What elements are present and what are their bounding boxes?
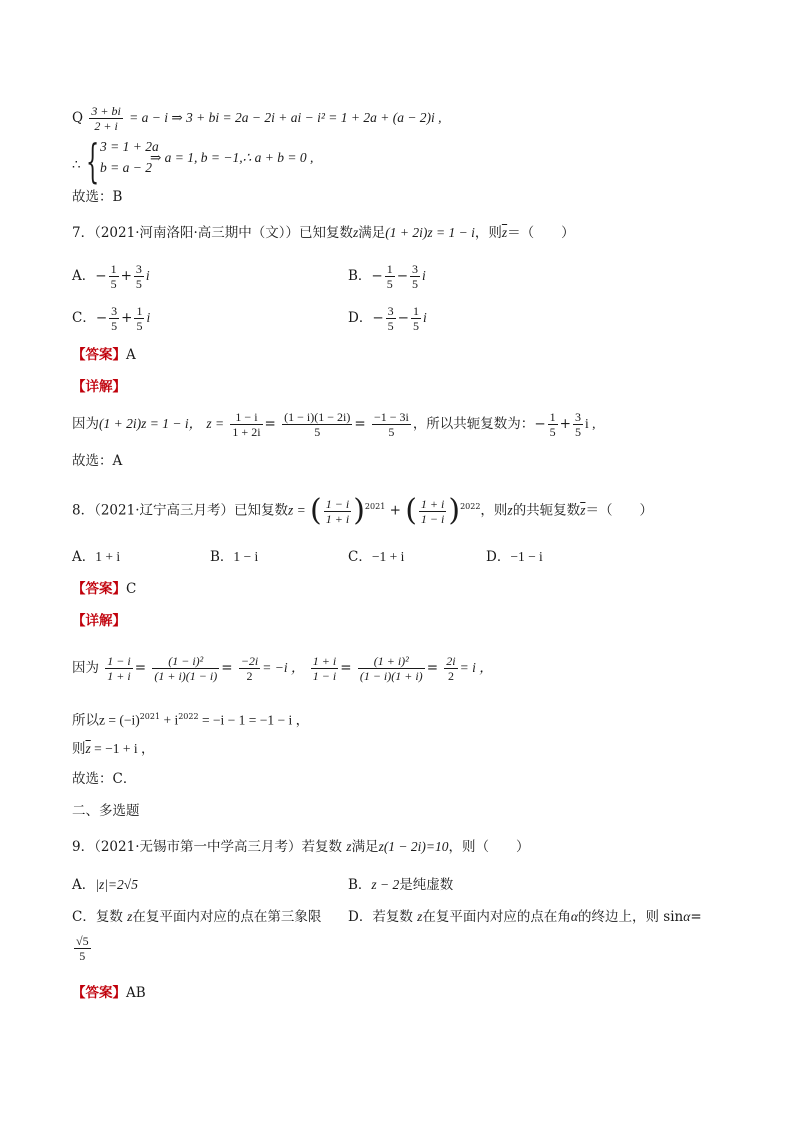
because-symbol: Q bbox=[72, 110, 84, 126]
system-result: ⇒ a = 1, b = −1,∴ a + b = 0 , bbox=[150, 150, 314, 165]
q7-answer bbox=[72, 346, 136, 364]
q7-detail-line: 因为(1 + 2i)z = 1 − i， z = $\frac{1 - i}{1 + 2i}$ = $\frac{(1 - i)(1 - 2i)}{5}$ = $\frac{-1 - 3i}{5}$ ，所以共轭复数为：− $\frac{1}{5}$ + $\frac{3}{5}$ i , bbox=[72, 410, 596, 439]
conjugate-z: $\overline{z}$ bbox=[85, 741, 91, 756]
q9-option-d-value: $\frac{√5}{5}$ bbox=[76, 934, 89, 963]
q7-option-b: B．− $\frac{1}{5}$ − $\frac{3}{5}$ i bbox=[348, 262, 426, 291]
answer-value: AB bbox=[126, 985, 146, 1001]
q7-equation: (1 + 2i)z = 1 − i bbox=[385, 225, 475, 240]
q8-option-c: C．−1 + i bbox=[348, 549, 405, 565]
section-heading: 二、多选题 bbox=[72, 803, 140, 819]
q8-stem: 8．（2021·辽宁高三月考）已知复数z = ( $\frac{1 - i}{1 + i}$ )$^{2021}$ + ( $\frac{1 + i}{1 - i}$ )$^{2022}$，则z的共轭复数$\overline{z}=$（ ） bbox=[72, 493, 653, 528]
prev-equation: = a − i ⇒ 3 + bi = 2a − 2i + ai − i² = 1 + 2a + (a − 2)i , bbox=[129, 110, 442, 125]
q7-option-a: A．− $\frac{1}{5}$ + $\frac{3}{5}$ i bbox=[72, 262, 150, 291]
answer-tag: 【答案】 bbox=[72, 581, 126, 597]
q7-detail-tag: 【详解】 bbox=[72, 379, 126, 395]
q8-choose: 故选：C． bbox=[72, 771, 137, 787]
q9-option-b: B．z − 2是纯虚数 bbox=[348, 877, 454, 893]
q8-detail-line-3: 则$\overline{z} = -1 + i$ ， bbox=[72, 741, 155, 757]
answer-tag: 【答案】 bbox=[72, 985, 126, 1001]
answer-value: C bbox=[126, 581, 137, 597]
system-row-2: b = a − 2 bbox=[100, 160, 152, 175]
system-brace: { bbox=[86, 134, 100, 188]
conjugate-z: $\overline{z}$ bbox=[501, 225, 508, 240]
prev-line-1 bbox=[72, 104, 442, 133]
q9-option-d: D．若复数 z在复平面内对应的点在角α的终边上，则 sinα= bbox=[348, 909, 702, 925]
prev-choose: 故选：B bbox=[72, 189, 123, 205]
therefore-symbol: ∴ bbox=[72, 157, 81, 173]
q7-option-c: C．− $\frac{3}{5}$ + $\frac{1}{5}$ i bbox=[72, 304, 151, 333]
q9-stem: 9．（2021·无锡市第一中学高三月考）若复数 z满足z(1 − 2i)=10，则（ ） bbox=[72, 839, 530, 855]
answer-value: A bbox=[126, 347, 136, 363]
q7-choose: 故选：A bbox=[72, 453, 123, 469]
conjugate-z: $\overline{z}$ bbox=[580, 502, 586, 518]
q8-option-b: B．1 − i bbox=[210, 549, 259, 565]
q8-option-d: D．−1 − i bbox=[486, 549, 543, 565]
q7-option-d: D．− $\frac{3}{5}$ − $\frac{1}{5}$ i bbox=[348, 304, 427, 333]
q9-answer bbox=[72, 984, 146, 1002]
q8-detail-line-2: 所以$z = (-i)^{2021} + i^{2022} = -i - 1 = -1 - i$ ， bbox=[72, 712, 310, 729]
answer-tag: 【答案】 bbox=[72, 347, 126, 363]
q9-option-c: C．复数 z在复平面内对应的点在第三象限 bbox=[72, 909, 322, 925]
prev-fraction: $\frac{3 + bi}{2 + i}$ bbox=[91, 104, 121, 133]
q7-stem: 7．（2021·河南洛阳·高三期中（文））已知复数z满足(1 + 2i)z = 1 − i，则$\overline{z}=$（ ） bbox=[72, 225, 575, 241]
q9-equation: z(1 − 2i)=10 bbox=[378, 839, 449, 854]
q8-detail-line-1: 因为 $\frac{1 - i}{1 + i}$ = $\frac{\text{(1 − i)²}}{(1 + i)(1 - i)}$ = $\frac{-2i}{2}$ = −i ， $\frac{1 + i}{1 - i}$ = $\frac{\text{(1 + i)²}}{(1 - i)(1 + i)}$ = $\frac{2i}{2}$ = i ， bbox=[72, 654, 493, 683]
system-row-1: 3 = 1 + 2a bbox=[100, 139, 159, 154]
q8-detail-tag: 【详解】 bbox=[72, 613, 126, 629]
q8-option-a: A．1 + i bbox=[72, 549, 121, 565]
q8-answer bbox=[72, 580, 136, 598]
q9-option-a: A．|z|=2√5 bbox=[72, 877, 138, 893]
